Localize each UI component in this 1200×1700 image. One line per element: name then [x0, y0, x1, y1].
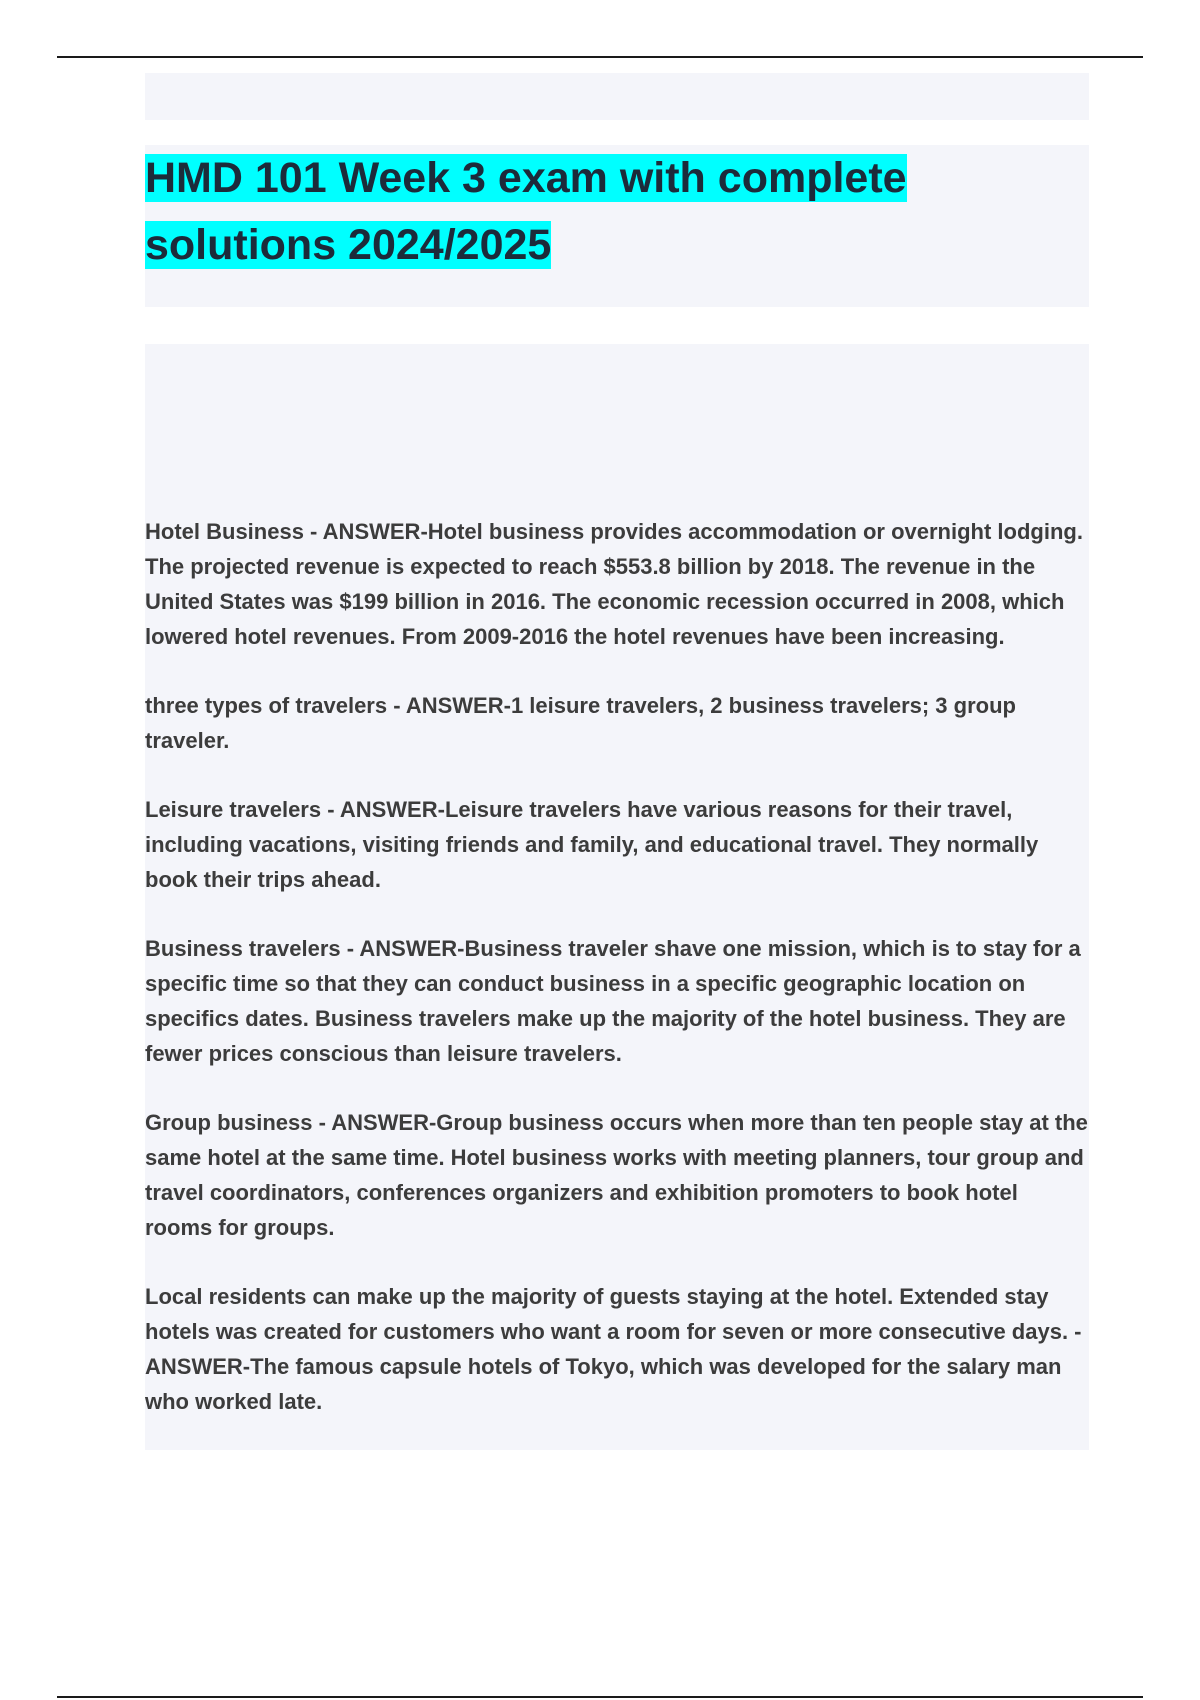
title-highlight: HMD 101 Week 3 exam with complete solutions 2024/2025 — [145, 154, 907, 269]
qa-item-types-of-travelers: three types of travelers - ANSWER-1 leisure travelers, 2 business travelers; 3 group traveler. — [145, 693, 1016, 753]
header-strip — [145, 73, 1089, 120]
top-rule — [57, 56, 1143, 58]
qa-list — [145, 514, 1089, 1419]
qa-item-leisure-travelers: Leisure travelers - ANSWER-Leisure travelers have various reasons for their travel, including vacations, visiting friends and family, and educational travel. They normally book their trips ahead. — [145, 797, 1039, 892]
qa-item-local-residents: Local residents can make up the majority of guests staying at the hotel. Extended stay hotels was created for customers who want a room for seven or more consecutive days. - ANSWER-The famous capsule hotels of Tokyo, which was developed for the salary man who worked late. — [145, 1284, 1082, 1414]
bottom-rule — [57, 1696, 1143, 1698]
qa-item-group-business: Group business - ANSWER-Group business occurs when more than ten people stay at the same hotel at the same time. Hotel business works with meeting planners, tour group and travel coordinators, conferences organizers and exhibition promoters to book hotel rooms for groups. — [145, 1110, 1088, 1240]
qa-item-hotel-business: Hotel Business - ANSWER-Hotel business provides accommodation or overnight lodging. The projected revenue is expected to reach $553.8 billion by 2018. The revenue in the United States was $199 billion in 2016. The economic recession occurred in 2008, which lowered hotel revenues. From 2009-2016 the hotel revenues have been increasing. — [145, 519, 1083, 649]
title-panel — [145, 145, 1089, 307]
document-title — [145, 145, 1045, 279]
content-panel — [145, 344, 1089, 1450]
qa-item-business-travelers: Business travelers - ANSWER-Business traveler shave one mission, which is to stay for a specific time so that they can conduct business in a specific geographic location on specifics dates. Business travelers make up the majority of the hotel business. They are fewer prices conscious than leisure travelers. — [145, 936, 1081, 1066]
